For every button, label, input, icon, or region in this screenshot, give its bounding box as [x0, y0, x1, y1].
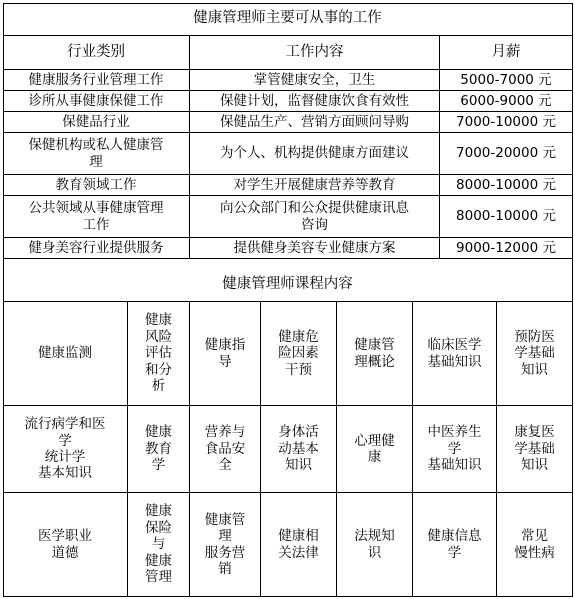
industry-cell: 健康服务行业管理工作 — [3, 70, 190, 91]
course-cell: 中医养生 学 基础知识 — [413, 406, 497, 493]
content-cell: 保健计划，监督健康饮食有效性 — [190, 91, 440, 112]
industry-cell: 诊所从事健康保健工作 — [3, 91, 190, 112]
course-cell: 健康管 理概论 — [337, 302, 413, 406]
jobs-header-2: 工作内容 — [190, 36, 440, 70]
course-cell: 健康监测 — [3, 302, 128, 406]
salary-cell: 6000-9000 元 — [440, 91, 573, 112]
course-cell: 身体活 动基本 知识 — [261, 406, 337, 493]
content-cell: 提供健身美容专业健康方案 — [190, 238, 440, 259]
course-cell: 健康 保险 与 健康 管理 — [128, 493, 190, 597]
course-cell: 法规知 识 — [337, 493, 413, 597]
course-cell: 健康相 关法律 — [261, 493, 337, 597]
course-cell: 健康危 险因素 干预 — [261, 302, 337, 406]
course-cell: 健康 风险 评估 和分 析 — [128, 302, 190, 406]
course-cell: 流行病学和医 学 统计学 基本知识 — [3, 406, 128, 493]
salary-cell: 8000-10000 元 — [440, 196, 573, 238]
course-cell: 营养与 食品安 全 — [190, 406, 261, 493]
jobs-header-3: 月薪 — [440, 36, 573, 70]
salary-cell: 5000-7000 元 — [440, 70, 573, 91]
industry-cell: 保健品行业 — [3, 112, 190, 133]
industry-cell: 保健机构或私人健康管 理 — [3, 133, 190, 175]
content-cell: 保健品生产、营销方面顾问导购 — [190, 112, 440, 133]
content-cell: 为个人、机构提供健康方面建议 — [190, 133, 440, 175]
course-cell: 健康管 理 服务营 销 — [190, 493, 261, 597]
industry-cell: 教育领域工作 — [3, 175, 190, 196]
jobs-header-1: 行业类别 — [3, 36, 190, 70]
table-title: 健康管理师主要可从事的工作 — [3, 3, 573, 36]
course-cell: 健康信息 学 — [413, 493, 497, 597]
content-cell: 掌管健康安全，卫生 — [190, 70, 440, 91]
course-cell: 健康 教育 学 — [128, 406, 190, 493]
document-table — [3, 3, 573, 597]
course-cell: 心理健 康 — [337, 406, 413, 493]
content-cell: 向公众部门和公众提供健康讯息 咨询 — [190, 196, 440, 238]
industry-cell: 公共领域从事健康管理 工作 — [3, 196, 190, 238]
course-cell: 预防医 学基础 知识 — [497, 302, 573, 406]
course-cell: 临床医学 基础知识 — [413, 302, 497, 406]
course-cell: 康复医 学基础 知识 — [497, 406, 573, 493]
course-cell: 医学职业 道德 — [3, 493, 128, 597]
course-cell: 健康指 导 — [190, 302, 261, 406]
industry-cell: 健身美容行业提供服务 — [3, 238, 190, 259]
salary-cell: 9000-12000 元 — [440, 238, 573, 259]
courses-title: 健康管理师课程内容 — [3, 269, 573, 302]
course-cell: 常见 慢性病 — [497, 493, 573, 597]
content-cell: 对学生开展健康营养等教育 — [190, 175, 440, 196]
salary-cell: 7000-20000 元 — [440, 133, 573, 175]
salary-cell: 8000-10000 元 — [440, 175, 573, 196]
salary-cell: 7000-10000 元 — [440, 112, 573, 133]
